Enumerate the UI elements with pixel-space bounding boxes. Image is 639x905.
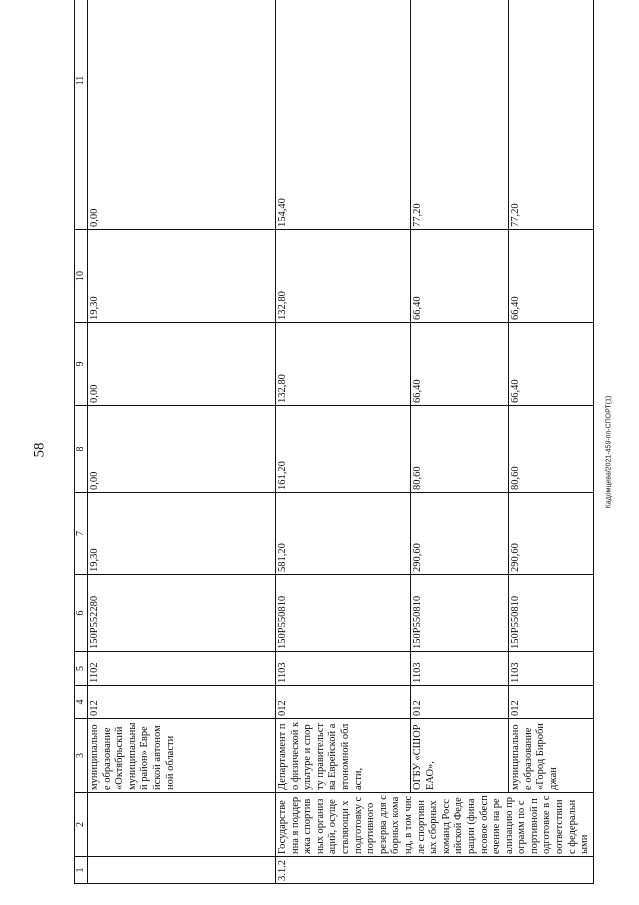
table-row bbox=[411, 0, 509, 884]
amount-year-2: 66,40 bbox=[411, 323, 509, 406]
target-article: 150P550810 bbox=[276, 575, 411, 652]
table-row bbox=[276, 0, 411, 884]
executor: Департамент по физической культуре и спорту правительства Еврейской автономной области, bbox=[276, 719, 411, 793]
header-cell: 1 bbox=[75, 857, 88, 884]
executor: ОГБУ «СШОР ЕАО», bbox=[411, 719, 509, 793]
target-article: 150P550810 bbox=[411, 575, 509, 652]
section-code: 1103 bbox=[411, 652, 509, 686]
amount-year-2: 132,80 bbox=[276, 323, 411, 406]
total-amount: 290,60 bbox=[411, 493, 509, 575]
amount-year-1: 80,60 bbox=[411, 406, 509, 493]
table-row bbox=[509, 0, 594, 884]
measure-name: Государственна я поддержка спортивных организаций, осуществляющи х подготовку спортивного резерва для сборных команд, в том числе спортивных сборных команд Российской Федерации (финансовое обеспечение на реализацию программ по спортивной подготовке в соответствии с федеральными bbox=[276, 793, 594, 857]
table-row bbox=[88, 0, 276, 884]
target-article: 150P552280 bbox=[88, 575, 276, 652]
amount-year-4: 77,20 bbox=[509, 0, 594, 230]
header-cell: 10 bbox=[75, 230, 88, 323]
header-cell: 9 bbox=[75, 323, 88, 406]
header-cell: 8 bbox=[75, 406, 88, 493]
amount-year-4: 77,20 bbox=[411, 0, 509, 230]
amount-year-1: 0,00 bbox=[88, 406, 276, 493]
row-number: 3.1.2 bbox=[276, 857, 594, 884]
budget-table-container bbox=[74, 32, 591, 884]
row-number bbox=[88, 857, 276, 884]
header-cell: 2 bbox=[75, 793, 88, 857]
header-cell: 11 bbox=[75, 0, 88, 230]
amount-year-3: 66,40 bbox=[411, 230, 509, 323]
page-number: 58 bbox=[31, 442, 48, 458]
grbs-code: 012 bbox=[88, 686, 276, 719]
header-cell: 5 bbox=[75, 652, 88, 686]
amount-year-1: 80,60 bbox=[509, 406, 594, 493]
section-code: 1103 bbox=[509, 652, 594, 686]
amount-year-3: 19,30 bbox=[88, 230, 276, 323]
amount-year-2: 66,40 bbox=[509, 323, 594, 406]
amount-year-3: 66,40 bbox=[509, 230, 594, 323]
amount-year-4: 0,00 bbox=[88, 0, 276, 230]
section-code: 1103 bbox=[276, 652, 411, 686]
header-cell: 4 bbox=[75, 686, 88, 719]
executor: муниципально е образование «Октябрьский муниципальны й район» Еврейской автономной области bbox=[88, 719, 276, 793]
grbs-code: 012 bbox=[411, 686, 509, 719]
total-amount: 19,30 bbox=[88, 493, 276, 575]
header-cell: 3 bbox=[75, 719, 88, 793]
total-amount: 581,20 bbox=[276, 493, 411, 575]
total-amount: 290,60 bbox=[509, 493, 594, 575]
section-code: 1102 bbox=[88, 652, 276, 686]
grbs-code: 012 bbox=[509, 686, 594, 719]
header-cell: 6 bbox=[75, 575, 88, 652]
header-row bbox=[75, 0, 88, 884]
amount-year-3: 132,80 bbox=[276, 230, 411, 323]
grbs-code: 012 bbox=[276, 686, 411, 719]
measure-name bbox=[88, 793, 276, 857]
amount-year-4: 154,40 bbox=[276, 0, 411, 230]
amount-year-2: 0,00 bbox=[88, 323, 276, 406]
target-article: 150P550810 bbox=[509, 575, 594, 652]
document-reference-note: Кадомцева/2021-459-пп-СПОРТ(1) bbox=[605, 395, 613, 509]
budget-table bbox=[74, 0, 594, 884]
header-cell: 7 bbox=[75, 493, 88, 575]
executor: муниципально е образование «Город Биробиджан bbox=[509, 719, 594, 793]
amount-year-1: 161,20 bbox=[276, 406, 411, 493]
